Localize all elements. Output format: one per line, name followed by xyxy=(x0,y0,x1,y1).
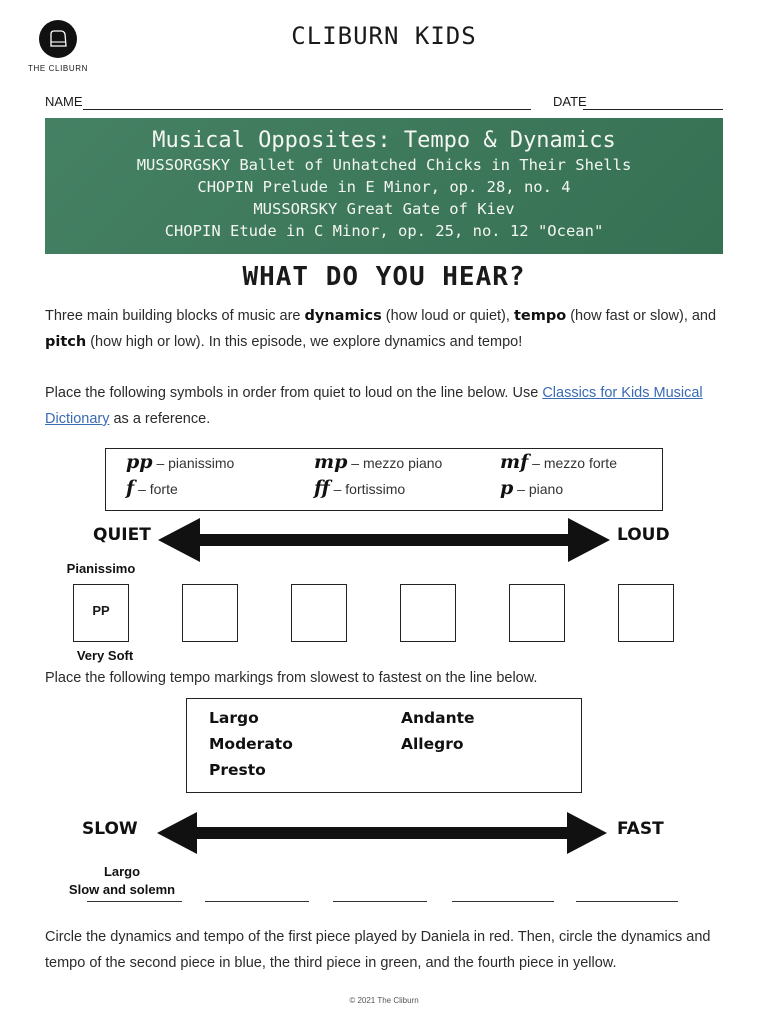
tempo-item: Presto xyxy=(209,761,266,779)
instruction-text: as a reference. xyxy=(109,411,211,427)
instruction-dynamics xyxy=(45,380,725,432)
tempo-marking-box xyxy=(186,698,582,793)
term-tempo: tempo xyxy=(513,308,567,324)
date-field[interactable] xyxy=(583,109,723,110)
date-label: DATE xyxy=(553,94,587,109)
dynamic-item xyxy=(500,451,617,473)
example-answer: PP xyxy=(92,603,110,618)
dynamic-item xyxy=(314,477,405,499)
instruction-text: Place the following symbols in order from quiet to loud on the line below. Use xyxy=(45,385,543,401)
instruction-tempo: Place the following tempo markings from slowest to fastest on the line below. xyxy=(45,670,538,686)
banner-piece: MUSSORSKY Great Gate of Kiev xyxy=(253,200,515,218)
dynamic-symbol: mp xyxy=(314,451,348,473)
dynamic-item xyxy=(314,451,442,473)
section-heading: WHAT DO YOU HEAR? xyxy=(242,262,526,292)
term-dynamics: dynamics xyxy=(304,308,382,324)
instruction-circle: Circle the dynamics and tempo of the first piece played by Daniela in red. Then, circle the dynamics and tempo of the second piece in blue, the third piece in green, and the fourth piece in yellow. xyxy=(45,929,711,971)
quiet-label: QUIET xyxy=(93,525,151,545)
tempo-answer-line[interactable] xyxy=(333,901,427,902)
dynamic-symbol: pp xyxy=(126,451,153,473)
dynamic-desc: – mezzo piano xyxy=(347,455,443,471)
dynamics-answer-box[interactable] xyxy=(400,584,456,642)
tempo-example-bottom: Slow and solemn xyxy=(68,882,176,897)
copyright-footer: © 2021 The Cliburn xyxy=(349,996,419,1005)
tempo-item: Moderato xyxy=(209,735,293,753)
tempo-item: Allegro xyxy=(401,735,464,753)
tempo-answer-line[interactable] xyxy=(576,901,678,902)
double-arrow-icon xyxy=(157,812,607,854)
dynamic-desc: – pianissimo xyxy=(152,455,235,471)
page-title: CLIBURN KIDS xyxy=(291,22,477,50)
dynamic-item xyxy=(126,477,178,499)
term-pitch: pitch xyxy=(45,334,87,350)
loud-label: LOUD xyxy=(617,525,670,545)
banner-piece: MUSSORGSKY Ballet of Unhatched Chicks in Their Shells xyxy=(136,156,632,174)
fast-label: FAST xyxy=(617,819,664,839)
banner-piece: CHOPIN Prelude in E Minor, op. 28, no. 4 xyxy=(197,178,571,196)
dynamic-item xyxy=(126,451,234,473)
dynamic-symbol: f xyxy=(126,477,135,499)
dynamics-answer-box[interactable] xyxy=(509,584,565,642)
tempo-answer-line[interactable] xyxy=(205,901,309,902)
example-top-label: Pianissimo xyxy=(66,561,136,576)
banner-title: Musical Opposites: Tempo & Dynamics xyxy=(152,128,616,153)
dynamic-symbol: p xyxy=(500,477,514,499)
slow-label: SLOW xyxy=(82,819,138,839)
dynamic-desc: – forte xyxy=(134,481,178,497)
dynamics-answer-box[interactable] xyxy=(73,584,129,642)
chalkboard-banner xyxy=(45,118,723,254)
dynamic-desc: – fortissimo xyxy=(329,481,406,497)
intro-text: (how fast or slow), and xyxy=(566,308,717,324)
intro-text: (how high or low). In this episode, we explore dynamics and tempo! xyxy=(86,334,523,350)
tempo-example-top: Largo xyxy=(103,864,141,879)
dynamics-answer-box[interactable] xyxy=(618,584,674,642)
intro-text: (how loud or quiet), xyxy=(381,308,514,324)
banner-piece: CHOPIN Etude in C Minor, op. 25, no. 12 "Ocean" xyxy=(164,222,604,240)
dictionary-link[interactable]: Classics for Kids Musical Dictionary xyxy=(45,385,703,427)
tempo-answer-line[interactable] xyxy=(452,901,554,902)
example-bottom-label: Very Soft xyxy=(76,648,134,663)
dynamic-symbol: mf xyxy=(500,451,529,473)
double-arrow-icon xyxy=(158,518,610,562)
tempo-answer-line[interactable] xyxy=(87,901,182,902)
dynamic-desc: – mezzo forte xyxy=(528,455,617,471)
intro-text: Three main building blocks of music are xyxy=(45,308,305,324)
dynamics-symbol-box xyxy=(105,448,663,511)
name-field[interactable] xyxy=(83,109,531,110)
dynamic-item xyxy=(500,477,563,499)
dynamic-desc: – piano xyxy=(513,481,564,497)
intro-paragraph xyxy=(45,303,725,355)
tempo-item: Andante xyxy=(401,709,475,727)
dynamics-answer-box[interactable] xyxy=(291,584,347,642)
name-label: NAME xyxy=(45,94,83,109)
dynamic-symbol: ff xyxy=(314,477,330,499)
logo-wordmark: THE CLIBURN xyxy=(28,64,88,73)
dynamics-answer-box[interactable] xyxy=(182,584,238,642)
tempo-item: Largo xyxy=(209,709,259,727)
